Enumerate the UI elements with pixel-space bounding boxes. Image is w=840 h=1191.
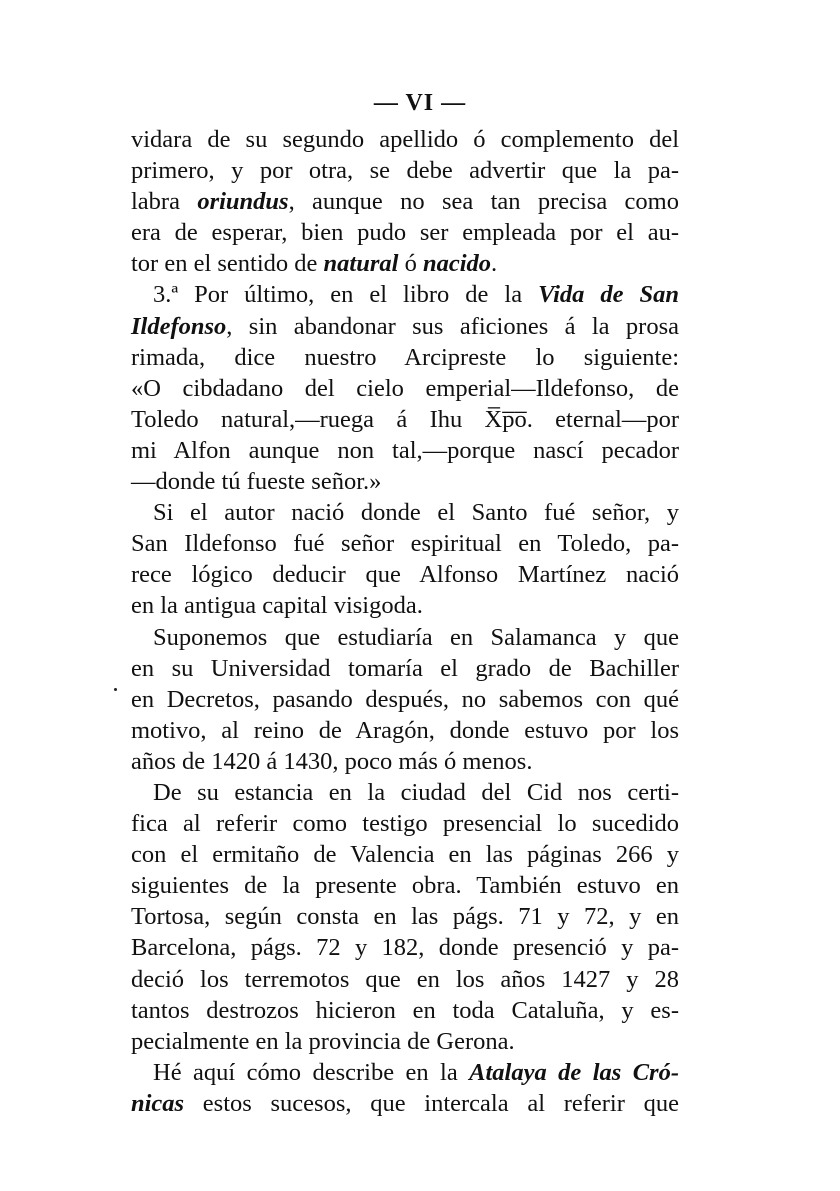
text-run: siguientes de la presente obra. También estuvo en: [131, 872, 679, 900]
text-line: [131, 248, 679, 279]
text-line: [131, 559, 679, 590]
text-line: [131, 528, 679, 559]
italic-text: Vida de San: [538, 281, 679, 309]
text-run: estos sucesos, que intercala al referir que: [184, 1089, 679, 1117]
text-line: [131, 373, 679, 404]
text-run: «O cibdadano del cielo emperial—Ildefonso, de: [131, 374, 679, 402]
text-run: deció los terremotos que en los años 1427 y 28: [131, 965, 679, 993]
text-run: años de 1420 á 1430, poco más ó menos.: [131, 747, 533, 775]
italic-text: nacido: [422, 250, 492, 278]
text-line: [131, 870, 679, 901]
text-line: [131, 186, 679, 217]
text-run: De su estancia en la ciudad del Cid nos certi-: [153, 778, 679, 806]
text-run: —donde tú fueste señor.»: [131, 468, 382, 496]
text-line: [131, 1057, 679, 1088]
text-run: rimada, dice nuestro Arcipreste lo siguiente:: [131, 343, 679, 371]
italic-text: Atalaya de las Cró-: [469, 1058, 679, 1086]
body-text: [131, 124, 679, 1119]
text-line: [131, 964, 679, 995]
text-run: , sin abandonar sus aficiones á la prosa: [226, 312, 679, 340]
text-run: tantos destrozos hicieron en toda Cataluña, y es-: [131, 996, 679, 1024]
text-run: Suponemos que estudiaría en Salamanca y que: [153, 623, 679, 651]
text-run: Barcelona, págs. 72 y 182, donde presenció y pa-: [131, 934, 679, 962]
text-line: [131, 839, 679, 870]
italic-text: Ildefonso: [131, 312, 227, 340]
text-run: .: [491, 250, 498, 278]
text-run: en su Universidad tomaría el grado de Bachiller: [131, 654, 679, 682]
text-line: [131, 777, 679, 808]
text-line: [131, 404, 679, 435]
text-line: [131, 715, 679, 746]
text-run: Toledo natural,—ruega á Ihu X̅p̅o̅. eternal—por: [131, 405, 679, 433]
text-run: primero, y por otra, se debe advertir que la pa-: [131, 157, 679, 185]
italic-text: nicas: [131, 1089, 185, 1117]
text-run: vidara de su segundo apellido ó complemento del: [131, 126, 679, 153]
text-line: [131, 124, 679, 155]
text-line: [131, 155, 679, 186]
text-line: [131, 279, 679, 310]
text-line: [131, 622, 679, 653]
text-run: pecialmente en la provincia de Gerona.: [131, 1027, 515, 1055]
ink-speck: [114, 688, 117, 691]
text-line: [131, 932, 679, 963]
page-number-text: — VI —: [373, 90, 467, 116]
text-line: [131, 684, 679, 715]
text-line: [131, 995, 679, 1026]
text-line: [131, 653, 679, 684]
text-run: en la antigua capital visigoda.: [131, 592, 423, 620]
text-line: [131, 311, 679, 342]
text-line: [131, 1088, 679, 1119]
text-run: San Ildefonso fué señor espiritual en Toledo, pa-: [131, 530, 679, 558]
text-run: ó: [398, 250, 423, 278]
text-line: [131, 342, 679, 373]
italic-text: natural: [323, 250, 399, 278]
text-run: Hé aquí cómo describe en la: [153, 1058, 470, 1086]
text-line: [131, 808, 679, 839]
text-line: [131, 1026, 679, 1057]
text-run: fica al referir como testigo presencial lo sucedido: [131, 810, 679, 838]
text-line: [131, 217, 679, 248]
text-run: tor en el sentido de: [131, 250, 324, 278]
text-run: en Decretos, pasando después, no sabemos con qué: [131, 685, 679, 713]
text-line: [131, 497, 679, 528]
text-run: era de esperar, bien pudo ser empleada por el au-: [131, 219, 679, 247]
text-line: [131, 590, 679, 621]
text-line: [131, 901, 679, 932]
text-run: motivo, al reino de Aragón, donde estuvo por los: [131, 716, 679, 744]
page-number: [0, 88, 840, 118]
text-run: mi Alfon aunque non tal,—porque nascí pecador: [131, 436, 679, 464]
text-run: 3.ª Por último, en el libro de la: [153, 281, 539, 309]
text-line: [131, 435, 679, 466]
italic-text: oriundus: [197, 188, 289, 216]
text-run: Tortosa, según consta en las págs. 71 y 72, y en: [131, 903, 679, 931]
text-run: rece lógico deducir que Alfonso Martínez nació: [131, 561, 679, 589]
text-run: con el ermitaño de Valencia en las páginas 266 y: [131, 841, 679, 869]
text-line: [131, 466, 679, 497]
text-run: labra: [131, 188, 198, 216]
text-run: , aunque no sea tan precisa como: [288, 188, 679, 216]
text-run: Si el autor nació donde el Santo fué señor, y: [153, 499, 679, 527]
text-line: [131, 746, 679, 777]
